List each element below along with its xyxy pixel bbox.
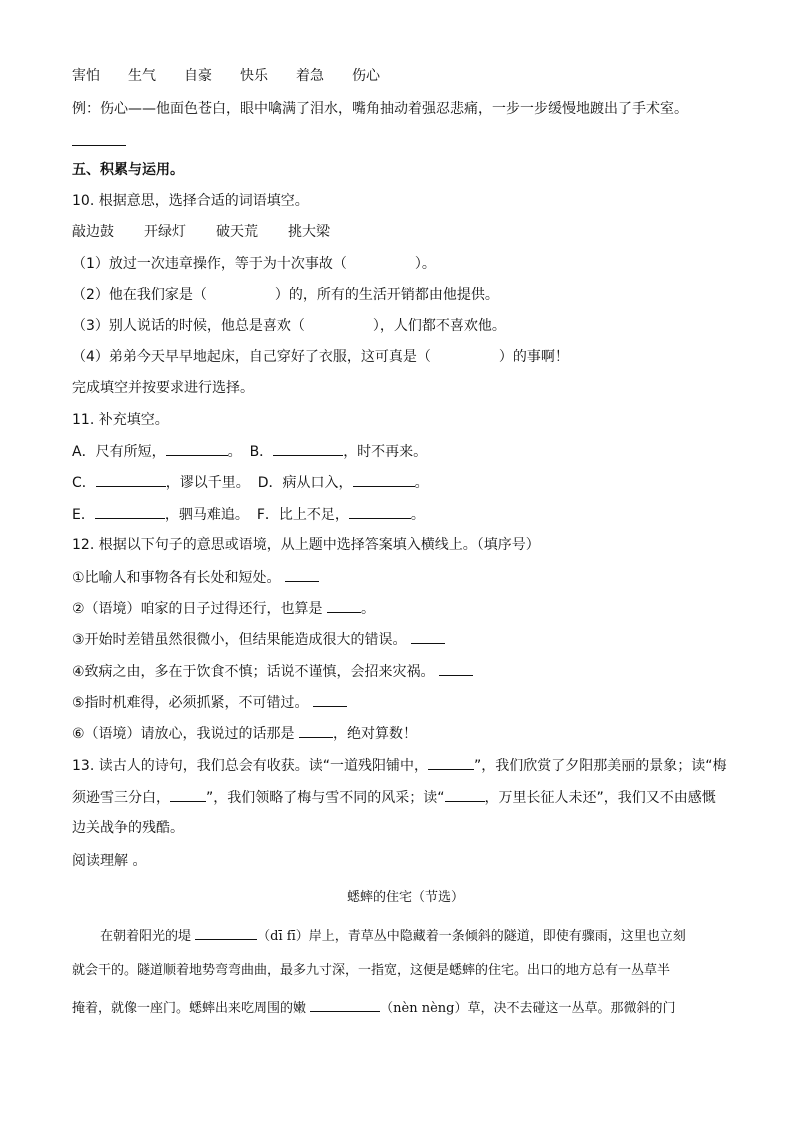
idiom-options — [72, 222, 358, 242]
passage-line: 就会干的。隧道顺着地势弯弯曲曲，最多九寸深，一指宽，这便是蟋蟀的住宅。出口的地方总有一丛草半 — [72, 963, 671, 978]
answer-blank[interactable] — [95, 504, 165, 519]
answer-line[interactable] — [72, 145, 126, 146]
answer-blank[interactable] — [327, 598, 361, 613]
answer-blank[interactable] — [439, 661, 473, 676]
example-sentence: 例：伤心——他面色苍白，眼中噙满了泪水，嘴角抽动着强忍悲痛，一步一步缓慢地踱出了手术室。 — [72, 101, 688, 117]
answer-blank[interactable] — [310, 997, 380, 1012]
section-title: 五、积累与运用。 — [72, 162, 184, 178]
question-10-item: （2）他在我们家是（ ）的，所有的生活开销都由他提供。 — [72, 287, 499, 303]
passage-title: 蟋蟀的住宅（节选） — [347, 890, 465, 905]
question-12-stem: 12. 根据以下句子的意思或语境，从上题中选择答案填入横线上。（填序号） — [72, 537, 540, 553]
question-13-line: 须逊雪三分白， ”，我们领略了梅与雪不同的风采；读“ ，万里长征人未还”，我们又不由感慨 — [72, 787, 716, 808]
idiom-option: 开绿灯 — [144, 224, 186, 240]
idiom-option: 破天荒 — [216, 224, 258, 240]
answer-blank[interactable] — [166, 441, 228, 456]
answer-blank[interactable] — [273, 441, 343, 456]
answer-blank[interactable] — [299, 723, 333, 738]
answer-blank[interactable] — [285, 567, 319, 582]
emotion-word: 快乐 — [240, 68, 268, 84]
answer-blank[interactable] — [411, 629, 445, 644]
question-10-item: （4）弟弟今天早早地起床，自己穿好了衣服，这可真是（ ）的事啊！ — [72, 349, 569, 365]
question-12-item: ⑤指时机难得，必须抓紧，不可错过。 — [72, 692, 347, 713]
question-11-stem: 11. 补充填空。 — [72, 412, 169, 428]
question-12-item: ⑥（语境）请放心，我说过的话那是 ，绝对算数！ — [72, 723, 417, 744]
idiom-option: 挑大梁 — [288, 224, 330, 240]
question-10-stem: 10. 根据意思，选择合适的词语填空。 — [72, 193, 309, 209]
question-12-item: ④致病之由，多在于饮食不慎；话说不谨慎，会招来灾祸。 — [72, 661, 473, 682]
question-13-line: 13. 读古人的诗句，我们总会有收获。读“一道残阳铺中， ”，我们欣赏了夕阳那美丽的景象；读“梅 — [72, 755, 726, 776]
question-10-item: （3）别人说话的时候，他总是喜欢（ ），人们都不喜欢他。 — [72, 318, 506, 334]
question-13-line: 边关战争的残酷。 — [72, 820, 184, 836]
emotion-word-list — [72, 66, 408, 86]
question-12-item: ③开始时差错虽然很微小，但结果能造成很大的错误。 — [72, 629, 445, 650]
emotion-word: 自豪 — [184, 68, 212, 84]
answer-blank[interactable] — [353, 472, 415, 487]
answer-blank[interactable] — [170, 787, 206, 802]
question-11-row: C． ，谬以千里。 D．病从口入， 。 — [72, 472, 429, 493]
passage-line: 掩着，就像一座门。蟋蟀出来吃周围的嫩 （nèn nèng）草，决不去碰这一丛草。那微斜的门 — [72, 997, 676, 1019]
answer-blank[interactable] — [445, 787, 485, 802]
answer-blank[interactable] — [349, 504, 411, 519]
emotion-word: 害怕 — [72, 68, 100, 84]
idiom-option: 敲边鼓 — [72, 224, 114, 240]
emotion-word: 着急 — [296, 68, 324, 84]
answer-blank[interactable] — [195, 925, 257, 940]
passage-line: 在朝着阳光的堤 （dī fī）岸上，青草丛中隐藏着一条倾斜的隧道，即使有骤雨，这里也立刻 — [100, 925, 686, 947]
question-11-row: E． ，驷马难追。 F．比上不足， 。 — [72, 504, 425, 525]
answer-blank[interactable] — [428, 755, 474, 770]
emotion-word: 伤心 — [352, 68, 380, 84]
answer-blank[interactable] — [313, 692, 347, 707]
question-12-item: ①比喻人和事物各有长处和短处。 — [72, 567, 319, 588]
reading-label: 阅读理解 。 — [72, 853, 147, 869]
answer-blank[interactable] — [96, 472, 166, 487]
question-10-item: （1）放过一次违章操作，等于为十次事故（ ）。 — [72, 256, 436, 272]
instruction: 完成填空并按要求进行选择。 — [72, 380, 254, 396]
question-11-row: A．尺有所短， 。 B． ，时不再来。 — [72, 441, 427, 462]
question-12-item: ②（语境）咱家的日子过得还行，也算是 。 — [72, 598, 375, 619]
emotion-word: 生气 — [128, 68, 156, 84]
